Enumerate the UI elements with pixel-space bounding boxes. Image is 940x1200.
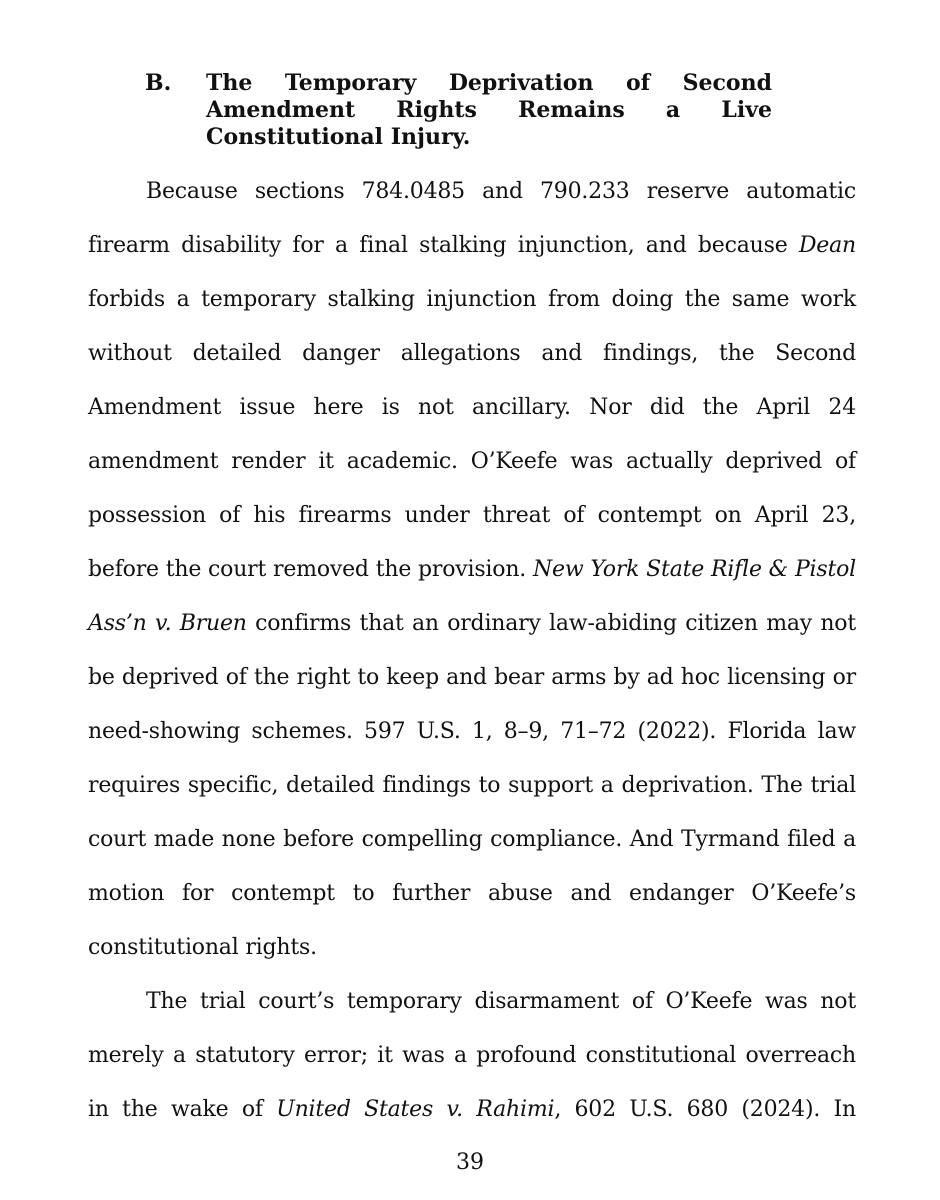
section-title-line: The Temporary Deprivation of Second [206,70,772,96]
case-name-bruen-part2: Ass’n v. Bruen [88,611,247,636]
text-line: The trial court’s temporary disarmament of O’Keefe was not [146,989,856,1014]
text-line: without detailed danger allegations and findings, the Second [88,341,856,366]
text-line: court made none before compelling compliance. And Tyrmand filed a [88,827,856,852]
text-line [88,543,856,597]
text-line: possession of his firearms under threat of contempt on April 23, [88,503,856,528]
text-line: forbids a temporary stalking injunction from doing the same work [88,287,856,312]
section-title-line: Amendment Rights Remains a Live [206,97,772,123]
text-line: requires specific, detailed findings to support a deprivation. The trial [88,773,856,798]
text-line: amendment render it academic. O’Keefe was actually deprived of [88,449,856,474]
text-segment: , 602 U.S. 680 (2024). In [554,1097,856,1122]
text-line: merely a statutory error; it was a profound constitutional overreach [88,1043,856,1068]
case-name-bruen-part1: New York State Rifle & Pistol [532,557,856,582]
text-segment: firearm disability for a final stalking injunction, and because [88,233,799,258]
text-line: be deprived of the right to keep and bear arms by ad hoc licensing or [88,665,856,690]
paragraph-1 [88,165,856,975]
section-title [206,70,772,151]
text-line: need-showing schemes. 597 U.S. 1, 8–9, 71–72 (2022). Florida law [88,719,856,744]
section-title-line: Constitutional Injury. [206,124,471,150]
page-number: 39 [456,1150,484,1175]
text-segment: in the wake of [88,1097,277,1122]
section-letter: B. [145,70,172,96]
text-line [88,597,856,651]
text-line [88,1083,856,1137]
text-line: Amendment issue here is not ancillary. Nor did the April 24 [88,395,856,420]
text-segment: confirms that an ordinary law-abiding citizen may not [246,611,856,636]
text-line: Because sections 784.0485 and 790.233 reserve automatic [146,179,856,204]
case-name-rahimi: United States v. Rahimi [276,1097,555,1122]
text-line: constitutional rights. [88,935,317,960]
paragraph-2 [88,975,856,1137]
text-line [88,219,856,273]
text-line: motion for contempt to further abuse and endanger O’Keefe’s [88,881,856,906]
case-name-dean: Dean [798,233,856,258]
text-segment: before the court removed the provision. [88,557,533,582]
